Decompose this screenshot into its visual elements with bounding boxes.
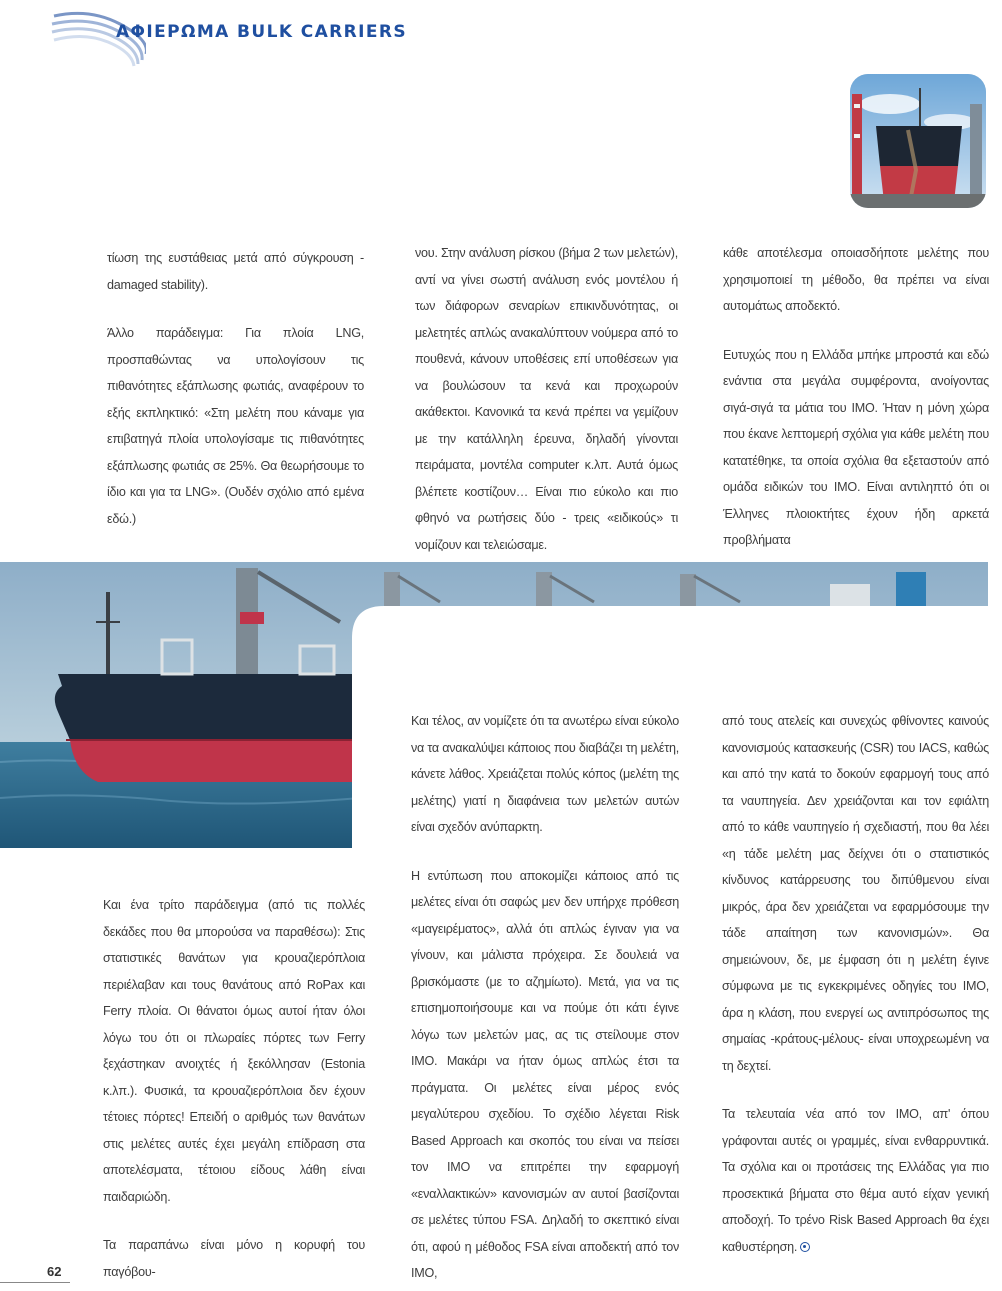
article-column-6 <box>722 708 989 1260</box>
paragraph: νου. Στην ανάλυση ρίσκου (βήμα 2 των μελετών), αντί να γίνει σωστή ανάλυση ενός μοντέλου ή των διάφορων σεναρίων επικινδυνότητας, οι μελετητές απλώς ανακαλύπτουν νούμερα από το πουθενά, κάνουν υποθέσεις επί υποθέσεων για να βουλώσουν τα κενά και προχωρούν ακάθεκτοι. Κανονικά τα κενά πρέπει να γεμίζουν με την κατάλληλη έρευνα, δηλαδή γίνονται πειράματα, μοντέλα computer κ.λπ. Αυτά όμως βλέπετε κοστίζουν… Είναι πιο εύκολο και πιο φθηνό να ρωτήσεις δύο - τρεις «ειδικούς» τι νομίζουν και τελειώσαμε. <box>415 246 678 552</box>
article-column-4 <box>103 892 365 1285</box>
section-title: ΑΦΙΕΡΩΜΑ BULK CARRIERS <box>116 22 408 42</box>
page-number: 62 <box>47 1264 62 1279</box>
paragraph: Άλλο παράδειγμα: Για πλοία LNG, προσπαθώντας να υπολογίσουν τις πιθανότητες εξάπλωσης φωτιάς, αναφέρουν το εξής εκπληκτικό: «Στη μελέτη που κάναμε για επιβατηγά πλοία υπολογίσαμε τις πιθανότητες εξάπλωσης φωτιάς σε 25%. Θα θεωρήσουμε το ίδιο και για τα LNG». (Ουδέν σχόλιο από εμένα εδώ.) <box>107 326 364 526</box>
paragraph: Ευτυχώς που η Ελλάδα μπήκε μπροστά και εδώ ενάντια στα μεγάλα συμφέροντα, ανοίγοντας σιγά-σιγά τα μάτια του ΙΜΟ. Ήταν η μόνη χώρα που έκανε λεπτομερή σχόλια για κάθε μελέτη που κατατέθηκε, τα οποία σχόλια θα εξεταστούν από ομάδα ειδικών του ΙΜΟ. Είναι αντιληπτό ότι οι Έλληνες πλοιοκτήτες έχουν ήδη αρκετά προβλήματα <box>723 347 989 547</box>
paragraph-final <box>722 1101 989 1260</box>
paragraph: Και τέλος, αν νομίζετε ότι τα ανωτέρω είναι εύκολο να τα ανακαλύψει κάποιος που διαβάζει τη μελέτη, κάνετε λάθος. Χρειάζεται πολύς κόπος (μελέτη της μελέτης) γιατί η διαφάνεια των μελετών αυτών είναι σχεδόν ανύπαρκτη. <box>411 714 679 834</box>
paragraph: από τους ατελείς και συνεχώς φθίνοντες καινούς κανονισμούς κατασκευής (CSR) του IACS, καθώς και από την κατά το δοκούν εφαρμογή τους από τα ναυπηγεία. Δεν χρειάζονται και τον εφιάλτη από το κάθε ναυπηγείο ή σχεδιαστή, που θα λέει «η τάδε μελέτη μας δείχνει ότι ο στατιστικός κίνδυνος κατάρρευσης του διπύθμενου είναι μικρός, άρα δεν χρειάζεται να εφαρμόσουμε την τάδε απαίτηση των κανονισμών». Θα σημειώνουν, δε, με έμφαση ότι η μελέτη έγινε σύμφωνα με τις εγκεκριμένες οδηγίες του ΙΜΟ, άρα η κλάση, που ενεργεί ως αντιπρόσωπος της σημαίας -κράτους-μέλους- είναι υποχρεωμένη να τη δεχτεί. <box>722 714 989 1073</box>
paragraph: Η εντύπωση που αποκομίζει κάποιος από τις μελέτες είναι ότι σαφώς μεν δεν υπήρχε πρόθεση «μαγειρέματος», αλλά ότι απλώς έγιναν για να γίνουν, και μάλιστα πρόχειρα. Σε δουλειά να βρισκόμαστε (με το αζημίωτο). Μετά, για να τις επισημοποιήσουμε και να πούμε ότι κάτι έγινε λόγω των μελετών μας, ας τις στείλουμε στον ΙΜΟ. Μακάρι να ήταν όμως απλώς έτσι τα πράγματα. Οι μελέτες είναι μέρος ενός μεγαλύτερου σχεδίου. Το σχέδιο λέγεται Risk Based Approach και σκοπός του είναι να πείσει τον ΙΜΟ να επιτρέπει την εφαρμογή «εναλλακτικών» κανονισμών αν αυτοί βασίζονται σε μελέτες τύπου FSA. Δηλαδή το σκεπτικό είναι ότι, αφού η μέθοδος FSA είναι αποδεκτή από τον ΙΜΟ, <box>411 868 679 1280</box>
ship-bow-thumbnail <box>850 74 986 208</box>
paragraph: Και ένα τρίτο παράδειγμα (από τις πολλές δεκάδες που θα μπορούσα να παραθέσω): Στις στατιστικές θανάτων για κρουαζιερόπλοια περιέλαβαν και τους θανάτους από RoPax και Ferry πλοία. Οι θάνατοι όμως αυτοί ήταν όλοι λόγω του ότι οι πλωραίες πόρτες των Ferry ξεχάστηκαν ανοιχτές ή ξεκόλλησαν (Estonia κ.λπ.). Φυσικά, τα κρουαζιερόπλοια δεν έχουν τέτοιες πόρτες! Επειδή ο αριθμός των θανάτων στις μελέτες αυτές έχει μεγάλη επίδραση στα αποτελέσματα, τέτοιου είδους λάθη είναι παιδαριώδη. <box>103 898 365 1204</box>
paragraph: Τα τελευταία νέα από τον ΙΜΟ, απ' όπου γράφονται αυτές οι γραμμές, είναι ενθαρρυντικά. Τα σχόλια και οι προτάσεις της Ελλάδας για πιο προσεκτικά βήματα στο θέμα αυτό είχαν γενική αποδοχή. Το τρένο Risk Based Approach θα έχει καθυστέρηση. <box>722 1107 989 1254</box>
end-mark-icon <box>800 1242 810 1252</box>
article-column-1 <box>107 245 364 532</box>
article-column-3 <box>723 240 989 554</box>
article-column-2 <box>415 240 678 558</box>
article-column-5 <box>411 708 679 1287</box>
paragraph: κάθε αποτέλεσμα οποιασδήποτε μελέτης που χρησιμοποιεί τη μέθοδο, θα πρέπει να είναι αυτομάτως αποδεκτό. <box>723 246 989 313</box>
paragraph: Τα παραπάνω είναι μόνο η κορυφή του παγόβου- <box>103 1238 365 1279</box>
footer-divider <box>0 1282 70 1283</box>
paragraph: τίωση της ευστάθειας μετά από σύγκρουση - damaged stability). <box>107 251 364 292</box>
